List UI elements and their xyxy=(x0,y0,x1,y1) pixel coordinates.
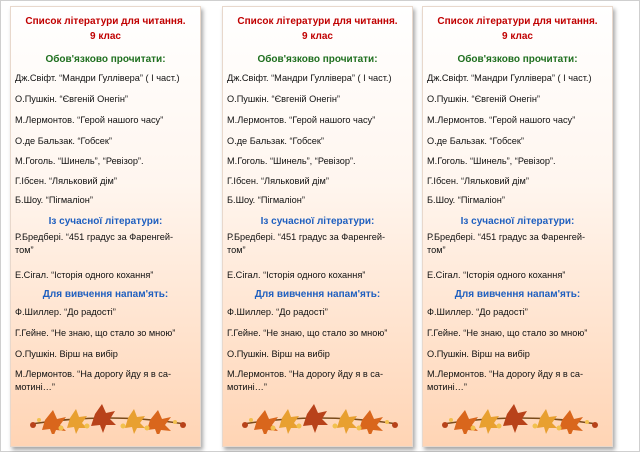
list-item: О.де Бальзак. “Гобсек” xyxy=(15,136,112,146)
list-item: Г.Ібсен. “Ляльковий дім” xyxy=(227,176,329,186)
list-item: М.Лермонтов. “Герой нашого часу” xyxy=(15,115,164,125)
autumn-leaves-garland-icon xyxy=(437,398,603,434)
list-item: М.Лермонтов. “На дорогу йду я в са-мотині…” xyxy=(15,369,172,392)
list-item: Ф.Шиллер. “До радості” xyxy=(15,307,116,317)
list-item: М.Гоголь. “Шинель”, “Ревізор”. xyxy=(227,156,356,166)
list-item: Дж.Свіфт. “Мандри Гуллівера” ( І част.) xyxy=(427,73,592,83)
grade-label: 9 клас xyxy=(90,31,121,42)
list-item: Дж.Свіфт. “Мандри Гуллівера” ( І част.) xyxy=(227,73,392,83)
list-item: Г.Гейне. “Не знаю, що стало зо мною” xyxy=(227,328,388,338)
list-item: Е.Сігал. “Історія одного кохання” xyxy=(227,270,366,280)
autumn-leaves-garland-icon xyxy=(237,398,403,434)
modern-heading: Із сучасної літератури: xyxy=(460,216,575,227)
memorize-heading: Для вивчення напам'ять: xyxy=(254,289,381,300)
list-item: Г.Ібсен. “Ляльковий дім” xyxy=(15,176,117,186)
list-title: Список літератури для читання. xyxy=(237,16,398,27)
list-item: О.Пушкін. Вірш на вибір xyxy=(227,349,330,359)
list-item: Е.Сігал. “Історія одного кохання” xyxy=(427,270,566,280)
bookmark-column-3 xyxy=(422,6,613,447)
list-item: О.Пушкін. “Євгеній Онегін” xyxy=(15,94,128,104)
list-title: Список літератури для читання. xyxy=(25,16,186,27)
list-item: Б.Шоу. “Пігмаліон” xyxy=(15,195,93,205)
required-heading: Обов'язково прочитати: xyxy=(45,54,166,65)
list-item: О.Пушкін. “Євгеній Онегін” xyxy=(427,94,540,104)
list-item: Ф.Шиллер. “До радості” xyxy=(427,307,528,317)
modern-heading: Із сучасної літератури: xyxy=(48,216,163,227)
required-heading: Обов'язково прочитати: xyxy=(457,54,578,65)
list-item: Г.Ібсен. “Ляльковий дім” xyxy=(427,176,529,186)
list-item: М.Лермонтов. “Герой нашого часу” xyxy=(427,115,576,125)
list-item: М.Гоголь. “Шинель”, “Ревізор”. xyxy=(15,156,144,166)
list-item: Дж.Свіфт. “Мандри Гуллівера” ( І част.) xyxy=(15,73,180,83)
list-item: О.де Бальзак. “Гобсек” xyxy=(227,136,324,146)
list-item: М.Лермонтов. “На дорогу йду я в са-мотині…” xyxy=(427,369,584,392)
list-item: Е.Сігал. “Історія одного кохання” xyxy=(15,270,154,280)
list-item: Б.Шоу. “Пігмаліон” xyxy=(427,195,505,205)
list-item: О.Пушкін. “Євгеній Онегін” xyxy=(227,94,340,104)
required-heading: Обов'язково прочитати: xyxy=(257,54,378,65)
list-item: Р.Бредбері. “451 градус за Фаренгей-том” xyxy=(227,232,386,255)
list-title: Список літератури для читання. xyxy=(437,16,598,27)
autumn-leaves-garland-icon xyxy=(25,398,191,434)
memorize-heading: Для вивчення напам'ять: xyxy=(42,289,169,300)
list-item: Р.Бредбері. “451 градус за Фаренгей-том” xyxy=(427,232,586,255)
list-item: Б.Шоу. “Пігмаліон” xyxy=(227,195,305,205)
list-item: М.Лермонтов. “Герой нашого часу” xyxy=(227,115,376,125)
grade-label: 9 клас xyxy=(302,31,333,42)
bookmark-column-2 xyxy=(222,6,413,447)
list-item: Ф.Шиллер. “До радості” xyxy=(227,307,328,317)
list-item: М.Лермонтов. “На дорогу йду я в са-мотині…” xyxy=(227,369,384,392)
bookmark-column-1 xyxy=(10,6,201,447)
list-item: О.Пушкін. Вірш на вибір xyxy=(15,349,118,359)
list-item: О.Пушкін. Вірш на вибір xyxy=(427,349,530,359)
memorize-heading: Для вивчення напам'ять: xyxy=(454,289,581,300)
list-item: Г.Гейне. “Не знаю, що стало зо мною” xyxy=(427,328,588,338)
grade-label: 9 клас xyxy=(502,31,533,42)
list-item: Г.Гейне. “Не знаю, що стало зо мною” xyxy=(15,328,176,338)
modern-heading: Із сучасної літератури: xyxy=(260,216,375,227)
list-item: Р.Бредбері. “451 градус за Фаренгей-том” xyxy=(15,232,174,255)
list-item: М.Гоголь. “Шинель”, “Ревізор”. xyxy=(427,156,556,166)
list-item: О.де Бальзак. “Гобсек” xyxy=(427,136,524,146)
